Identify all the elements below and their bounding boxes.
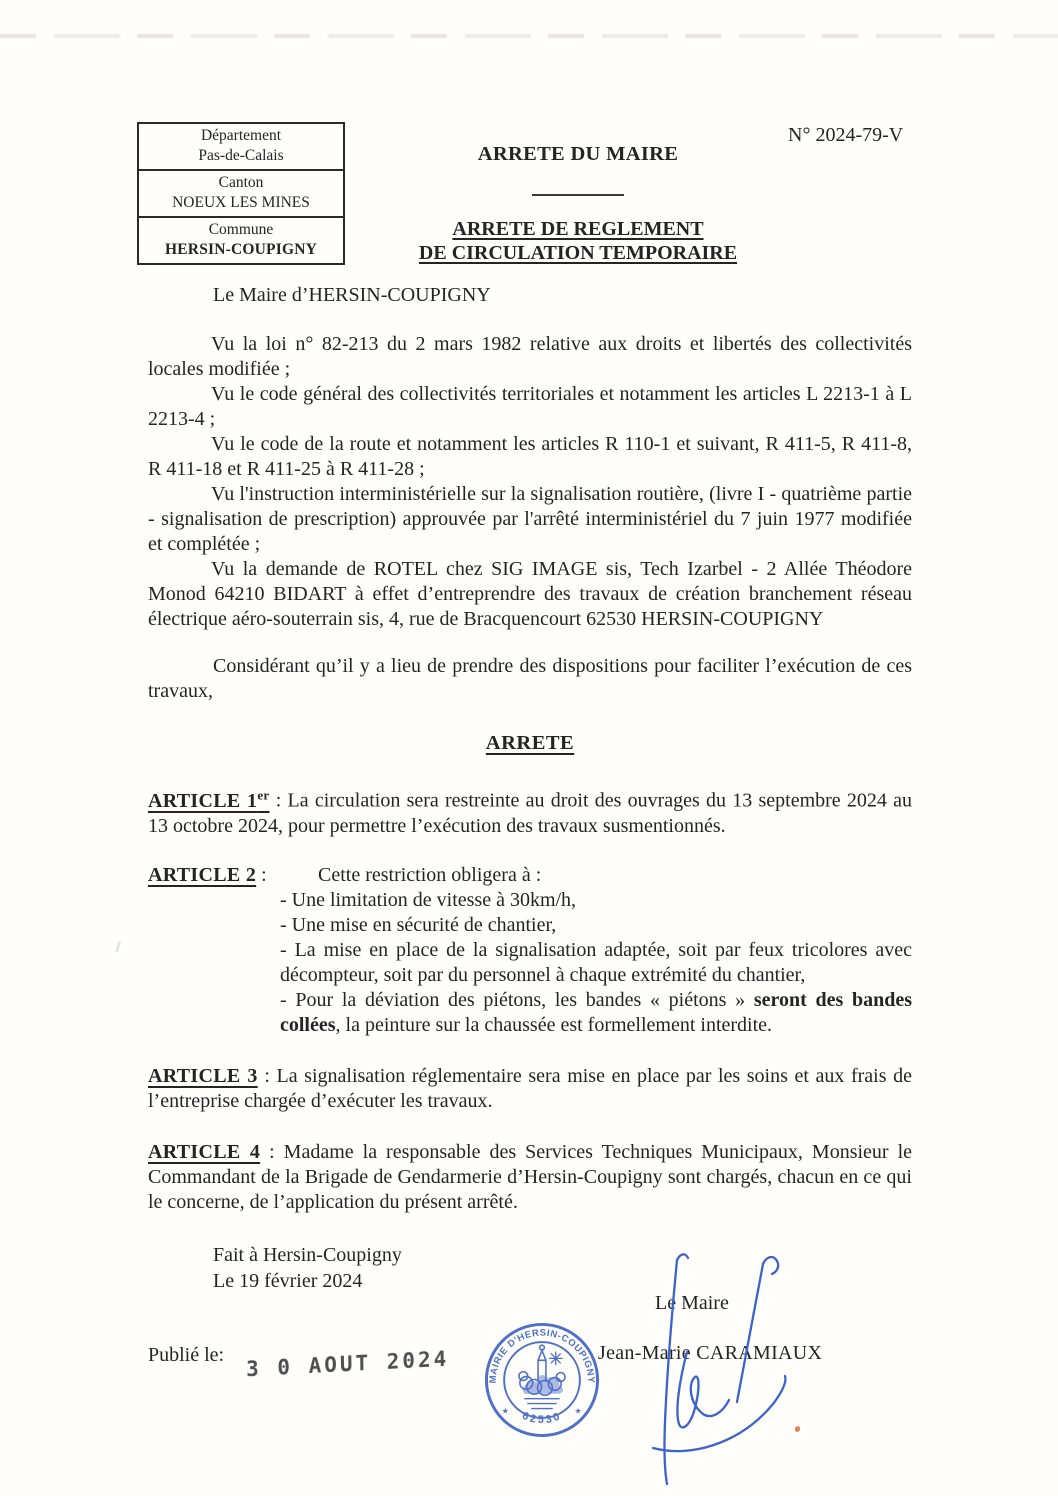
date-line: Le 19 février 2024 (213, 1270, 363, 1292)
recital-code-collectivites: Vu le code général des collectivités territoriales et notamment les articles L 2213-1 à L 2213-4 ; (148, 383, 912, 430)
article-2-intro: Cette restriction obligera à : (318, 863, 542, 886)
publication-date-stamp: 3 0 AOUT 2024 (245, 1346, 450, 1382)
article-1-label-text: ARTICLE 1 (148, 789, 258, 812)
canton-value: NOEUX LES MINES (172, 194, 310, 211)
admin-identification-box (137, 122, 345, 265)
municipal-seal-icon (483, 1321, 601, 1439)
canton-label: Canton (218, 174, 264, 191)
seal-star-left-icon: ★ (501, 1406, 509, 1416)
admin-box-row-commune (139, 218, 343, 263)
signature-place-date (213, 1242, 402, 1294)
seal-star-right-icon: ★ (574, 1406, 582, 1416)
article-4 (148, 1140, 912, 1215)
recital-loi-82-213: Vu la loi n° 82-213 du 2 mars 1982 relative aux droits et libertés des collectivités locales modifiée ; (148, 333, 912, 380)
document-title: ARRETE DU MAIRE (477, 143, 679, 165)
article-2-label-wrap (148, 863, 267, 888)
departement-label: Département (200, 127, 282, 144)
document-number: N° 2024-79-V (788, 124, 904, 146)
article-2-bullet-pietons (280, 988, 912, 1038)
admin-box-row-departement (139, 124, 343, 171)
article-3-colon: : (257, 1064, 277, 1087)
commune-value: HERSIN-COUPIGNY (165, 241, 317, 258)
article-4-colon: : (260, 1140, 284, 1163)
mayor-name: Jean-Marie CARAMIAUX (598, 1342, 823, 1364)
article-3-label-text: ARTICLE 3 (148, 1064, 258, 1087)
departement-value: Pas-de-Calais (198, 147, 284, 164)
title-divider-rule (532, 194, 624, 196)
article-4-label-text: ARTICLE 4 (148, 1140, 261, 1163)
article-2-colon: : (256, 863, 267, 886)
recital-instruction-interministerielle: Vu l'instruction interministérielle sur la signalisation routière, (livre I - quatrième partie - signalisation de prescription) approuvée par l'arrêté interministériel du 7 juin 1977 modifiée et complétée ; (148, 483, 912, 555)
article-2-bullet-pietons-bold: seront des bandes collées (280, 988, 912, 1036)
fait-line: Fait à Hersin-Coupigny (213, 1244, 402, 1266)
subtitle-line2: DE CIRCULATION TEMPORAIRE (418, 242, 738, 264)
article-1 (148, 782, 912, 839)
subtitle-line1: ARRETE DE REGLEMENT (452, 218, 704, 240)
considerant-clause: Considérant qu’il y a lieu de prendre des dispositions pour faciliter l’exécution de ces travaux, (148, 655, 912, 702)
article-2-bullet-securite: - Une mise en sécurité de chantier, (280, 913, 557, 936)
article-1-sup: er (257, 787, 270, 802)
article-2-bullet-signalisation: - La mise en place de la signalisation adaptée, soit par feux tricolores avec décompteur, soit par du personnel à chaque extrémité du chantier, (280, 938, 912, 986)
decision-heading-text: ARRETE (485, 732, 575, 754)
article-4-text: Madame la responsable des Services Techniques Municipaux, Monsieur le Commandant de la Brigade de Gendarmerie d’Hersin-Coupigny sont chargés, chacun en ce qui le concerne, de l’application du présent arrêté. (148, 1140, 912, 1213)
commune-label: Commune (208, 221, 274, 238)
stray-scan-mark (115, 941, 125, 954)
article-3-text: La signalisation réglementaire sera mise en place par les soins et aux frais de l’entreprise chargée d’exécuter les travaux. (148, 1064, 912, 1112)
article-2 (148, 863, 912, 1038)
article-2-label-text: ARTICLE 2 (148, 863, 257, 886)
header-titles (368, 143, 788, 265)
salutation: Le Maire d’HERSIN-COUPIGNY (213, 284, 491, 306)
document-body (148, 283, 912, 1235)
article-1-colon: : (269, 789, 288, 812)
article-2-bullet-pietons-pre: - Pour la déviation des piétons, les bandes « piétons » (280, 988, 754, 1011)
publication-label: Publié le: (148, 1344, 225, 1366)
seal-postal-code: 62530 (520, 1409, 564, 1427)
recitals (148, 332, 912, 632)
article-2-bullet-vitesse: - Une limitation de vitesse à 30km/h, (280, 888, 577, 911)
admin-box-row-canton (139, 171, 343, 218)
mayor-signature (615, 1252, 805, 1492)
document-subtitle (368, 217, 788, 265)
article-3 (148, 1064, 912, 1114)
decision-heading (148, 731, 912, 756)
recital-code-route: Vu le code de la route et notamment les articles R 110-1 et suivant, R 411-5, R 411-8, R 411-18 et R 411-25 à R 411-28 ; (148, 433, 912, 480)
seal-ring-text: MAIRIE D'HERSIN-COUPIGNY (487, 1327, 597, 1384)
seal-monument-art (519, 1345, 565, 1408)
article-1-label (148, 787, 270, 812)
mayor-title: Le Maire (655, 1292, 729, 1314)
scan-artifact-line (0, 34, 1058, 38)
recital-demande-rotel: Vu la demande de ROTEL chez SIG IMAGE sis, Tech Izarbel - 2 Allée Théodore Monod 64210 BIDART à effet d’entreprendre des travaux de création branchement réseau électrique aéro-souterrain sis, 4, rue de Bracquencourt 62530 HERSIN-COUPIGNY (148, 558, 912, 630)
article-2-bullet-pietons-post: , la peinture sur la chaussée est formellement interdite. (335, 1013, 773, 1036)
article-1-text: La circulation sera restreinte au droit des ouvrages du 13 septembre 2024 au 13 octobre 2024, pour permettre l’exécution des travaux susmentionnés. (148, 789, 912, 837)
svg-text:62530 (520, 1410, 563, 1426)
